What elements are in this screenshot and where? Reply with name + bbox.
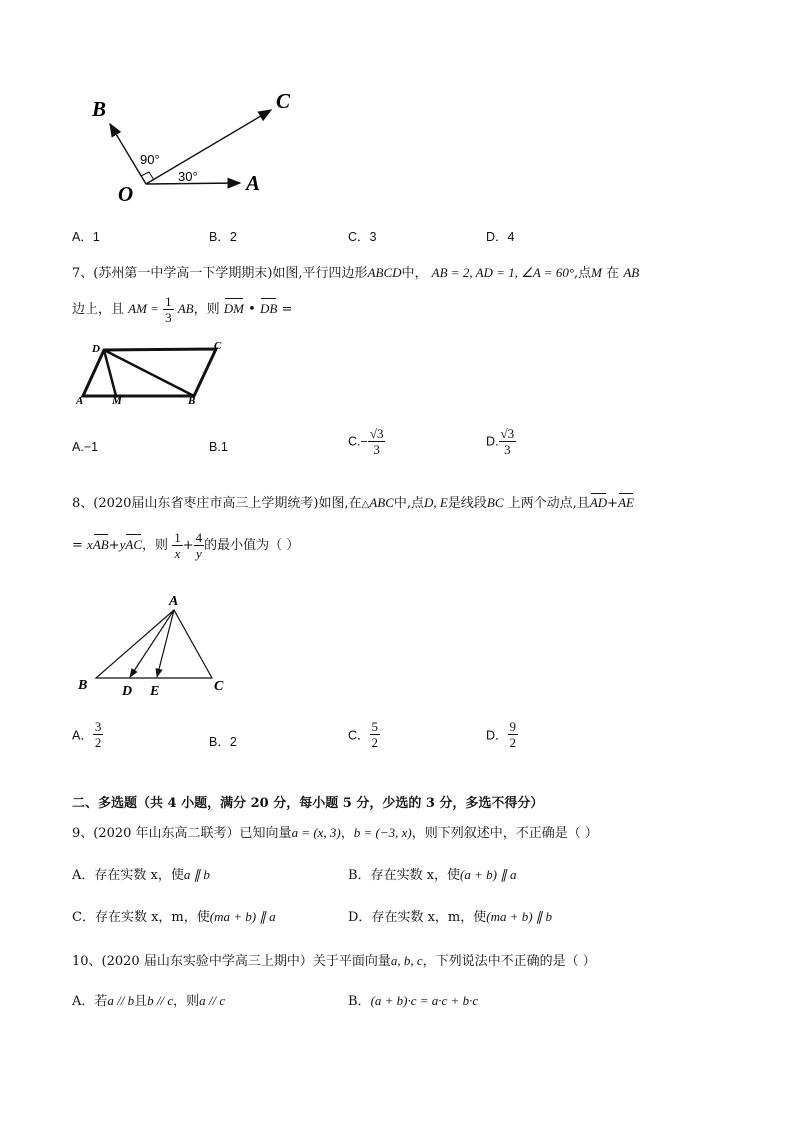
fig6-label-b: B <box>92 97 107 121</box>
q6-option-c: C．3 <box>348 230 377 244</box>
q9-option-a: A．存在实数 x，使a ∥ b <box>72 867 210 883</box>
q7-option-d: D. $\frac{√3}{3}$ <box>486 426 515 457</box>
fig8-label-e: E <box>150 684 160 699</box>
fig6-label-a: A <box>246 171 261 195</box>
fig6-label-c: C <box>276 89 291 113</box>
q8-option-b: B．2 <box>209 735 237 749</box>
section-heading: 二、多选题（共 4 小题，满分 20 分，每小题 5 分，少选的 3 分，多选不得分） <box>72 796 544 811</box>
angle-figure <box>80 88 310 208</box>
q8-stem-line1: 8、(2020届山东省枣庄市高三上学期统考)如图,在△ABC中,点D, E是线段BC 上两个动点,且AD+AE <box>72 495 634 511</box>
segment-db <box>104 350 194 396</box>
q6-option-b: B．2 <box>209 230 237 244</box>
fig7-label-d: D <box>92 343 100 355</box>
fig8-label-b: B <box>78 678 88 693</box>
q10-option-b: B．(a + b)·c = a·c + b·c <box>348 993 479 1009</box>
q9-option-b: B．存在实数 x，使(a + b) ∥ a <box>348 867 517 883</box>
q6-option-a: A．1 <box>72 230 100 244</box>
parallelogram-figure <box>72 336 232 408</box>
q7-option-b: B.1 <box>209 440 228 454</box>
fig8-label-c: C <box>214 679 224 694</box>
q8-stem-line2: = xAB+yAC，则 $\frac{1}{x}$ + $\frac{4}{y}$ 的最小值为（ ） <box>72 530 300 561</box>
vector-ae <box>157 610 174 677</box>
fig8-label-d: D <box>122 684 133 699</box>
vector-ad <box>130 610 174 677</box>
fig7-label-a: A <box>76 395 84 407</box>
fig6-label-o: O <box>118 182 134 206</box>
q8-option-d: D． $\frac{9}{2}$ <box>486 719 517 750</box>
q8-option-c: C． $\frac{5}{2}$ <box>348 719 379 750</box>
q7-option-c: C.− $\frac{√3}{3}$ <box>348 426 384 457</box>
fig7-label-m: M <box>112 395 122 407</box>
q10-option-a: A．若a // b且b // c，则a // c <box>72 993 226 1009</box>
q7-stem-line1: 7、(苏州第一中学高一下学期期末)如图,平行四边形ABCD中， AB = 2, AD = 1, ∠A = 60°,点M 在 AB <box>72 265 640 281</box>
q7-stem-line2: 边上，且 AM = $\frac{1}{3}$ AB，则 DM • DB = <box>72 294 293 325</box>
fig8-label-a: A <box>169 594 179 609</box>
triangle-figure <box>72 590 242 700</box>
q9-option-c: C．存在实数 x，m，使(ma + b) ∥ a <box>72 909 276 925</box>
q9-option-d: D．存在实数 x，m，使(ma + b) ∥ b <box>348 909 553 925</box>
triangle-abc <box>96 610 212 678</box>
fig7-label-c: C <box>214 340 222 352</box>
q6-option-d: D．4 <box>486 230 515 244</box>
q8-option-a: A． $\frac{3}{2}$ <box>72 719 102 750</box>
angle-90-label: 90° <box>140 152 160 167</box>
q9-stem: 9、(2020 年山东高二联考）已知向量a = (x, 3)，b = (−3, x)，则下列叙述中，不正确是（ ） <box>72 825 598 841</box>
segment-dm <box>104 350 116 396</box>
q10-stem: 10、(2020 届山东实验中学高三上期中）关于平面向量a, b, c，下列说法中不正确的是（ ） <box>72 953 596 969</box>
angle-30-label: 30° <box>178 169 198 184</box>
fig7-label-b: B <box>188 395 196 407</box>
q7-option-a: A.−1 <box>72 440 99 454</box>
